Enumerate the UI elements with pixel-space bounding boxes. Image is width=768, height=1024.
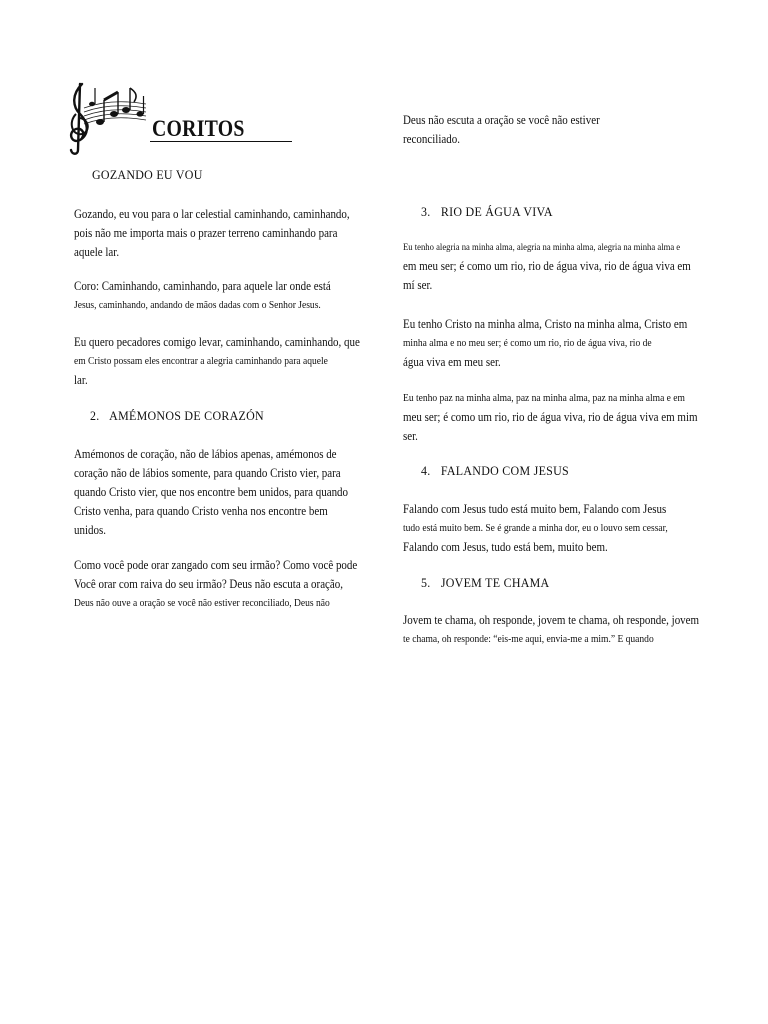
- text-line: Eu quero pecadores comigo levar, caminhando, caminhando, que: [74, 335, 360, 349]
- title-underline: [150, 141, 292, 142]
- text-line: Jesus, caminhando, andando de mãos dadas com o Senhor Jesus.: [74, 300, 321, 311]
- text-line: Como você pode orar zangado com seu irmão? Como você pode: [74, 558, 358, 572]
- text-line: Falando com Jesus, tudo está bem, muito bem.: [403, 540, 608, 554]
- song3-paragraph-2: [403, 315, 714, 372]
- text-line: Eu tenho alegria na minha alma, alegria na minha alma, alegria na minha alma e: [403, 242, 681, 253]
- song-number: 5.: [421, 575, 431, 590]
- song1-paragraph-3: [74, 333, 374, 390]
- song1-paragraph-2: [74, 277, 374, 315]
- text-line: Falando com Jesus tudo está muito bem, Falando com Jesus: [403, 502, 667, 516]
- text-line: Coro: Caminhando, caminhando, para aquele lar onde está: [74, 279, 331, 293]
- song2-paragraph-1: [74, 445, 374, 540]
- text-line: Eu tenho Cristo na minha alma, Cristo na minha alma, Cristo em: [403, 317, 688, 331]
- song1-paragraph-1: [74, 205, 374, 262]
- song2-paragraph-2: [74, 556, 374, 613]
- text-line: Deus não escuta a oração se você não estiver: [403, 113, 600, 127]
- text-line: te chama, oh responde: “eis-me aqui, envia-me a mim.” E quando: [403, 634, 654, 645]
- song3-paragraph-1: [403, 238, 714, 295]
- song-title-text: AMÉMONOS DE CORAZÓN: [109, 408, 264, 423]
- song-title-rio: [421, 204, 553, 220]
- text-line: reconciliado.: [403, 132, 460, 146]
- song-title-jovem: [421, 575, 549, 591]
- text-line: água viva em meu ser.: [403, 355, 501, 369]
- song-title-text: RIO DE ÁGUA VIVA: [440, 204, 553, 219]
- song-number: 2.: [90, 408, 100, 423]
- text-line: tudo está muito bem. Se é grande a minha dor, eu o louvo sem cessar,: [403, 523, 668, 534]
- text-line: Gozando, eu vou para o lar celestial caminhando, caminhando,: [74, 207, 350, 221]
- song5-paragraph-1: [403, 611, 714, 649]
- song-title-text: JOVEM TE CHAMA: [440, 575, 550, 590]
- text-line: Cristo venha, para quando Cristo venha nos encontre bem: [74, 504, 328, 518]
- text-line: pois não me importa mais o prazer terreno caminhando para: [74, 226, 338, 240]
- text-line: Eu tenho paz na minha alma, paz na minha alma, paz na minha alma e em: [403, 393, 685, 404]
- text-line: em meu ser; é como um rio, rio de água viva, rio de água viva em: [403, 259, 691, 273]
- song-title-gozando: GOZANDO EU VOU: [92, 167, 203, 182]
- song-title-text: FALANDO COM JESUS: [440, 463, 569, 478]
- music-notes-icon: [66, 80, 156, 156]
- page-title: CORITOS: [152, 116, 245, 141]
- song3-paragraph-3: [403, 389, 714, 446]
- text-line: quando Cristo vier, que nos encontre bem unidos, para quando: [74, 485, 349, 499]
- song-title-amemonos: [90, 408, 264, 424]
- continuation-paragraph: [403, 111, 714, 149]
- text-line: ser.: [403, 429, 418, 443]
- text-line: unidos.: [74, 523, 107, 537]
- text-line: mí ser.: [403, 278, 433, 292]
- text-line: Deus não ouve a oração se você não estiver reconciliado, Deus não: [74, 598, 330, 609]
- song4-paragraph-1: [403, 500, 714, 557]
- text-line: meu ser; é como um rio, rio de água viva, rio de água viva em mim: [403, 410, 698, 424]
- text-line: em Cristo possam eles encontrar a alegria caminhando para aquele: [74, 356, 328, 367]
- song-number: 4.: [421, 463, 431, 478]
- text-line: minha alma e no meu ser; é como um rio, rio de água viva, rio de: [403, 338, 652, 349]
- text-line: Jovem te chama, oh responde, jovem te chama, oh responde, jovem: [403, 613, 700, 627]
- header: [66, 80, 306, 160]
- song-title-falando: [421, 463, 569, 479]
- text-line: lar.: [74, 373, 88, 387]
- text-line: aquele lar.: [74, 245, 120, 259]
- text-line: Amémonos de coração, não de lábios apenas, amémonos de: [74, 447, 337, 461]
- text-line: Você orar com raiva do seu irmão? Deus não escuta a oração,: [74, 577, 344, 591]
- song-number: 3.: [421, 204, 431, 219]
- text-line: coração não de lábios somente, para quando Cristo vier, para: [74, 466, 341, 480]
